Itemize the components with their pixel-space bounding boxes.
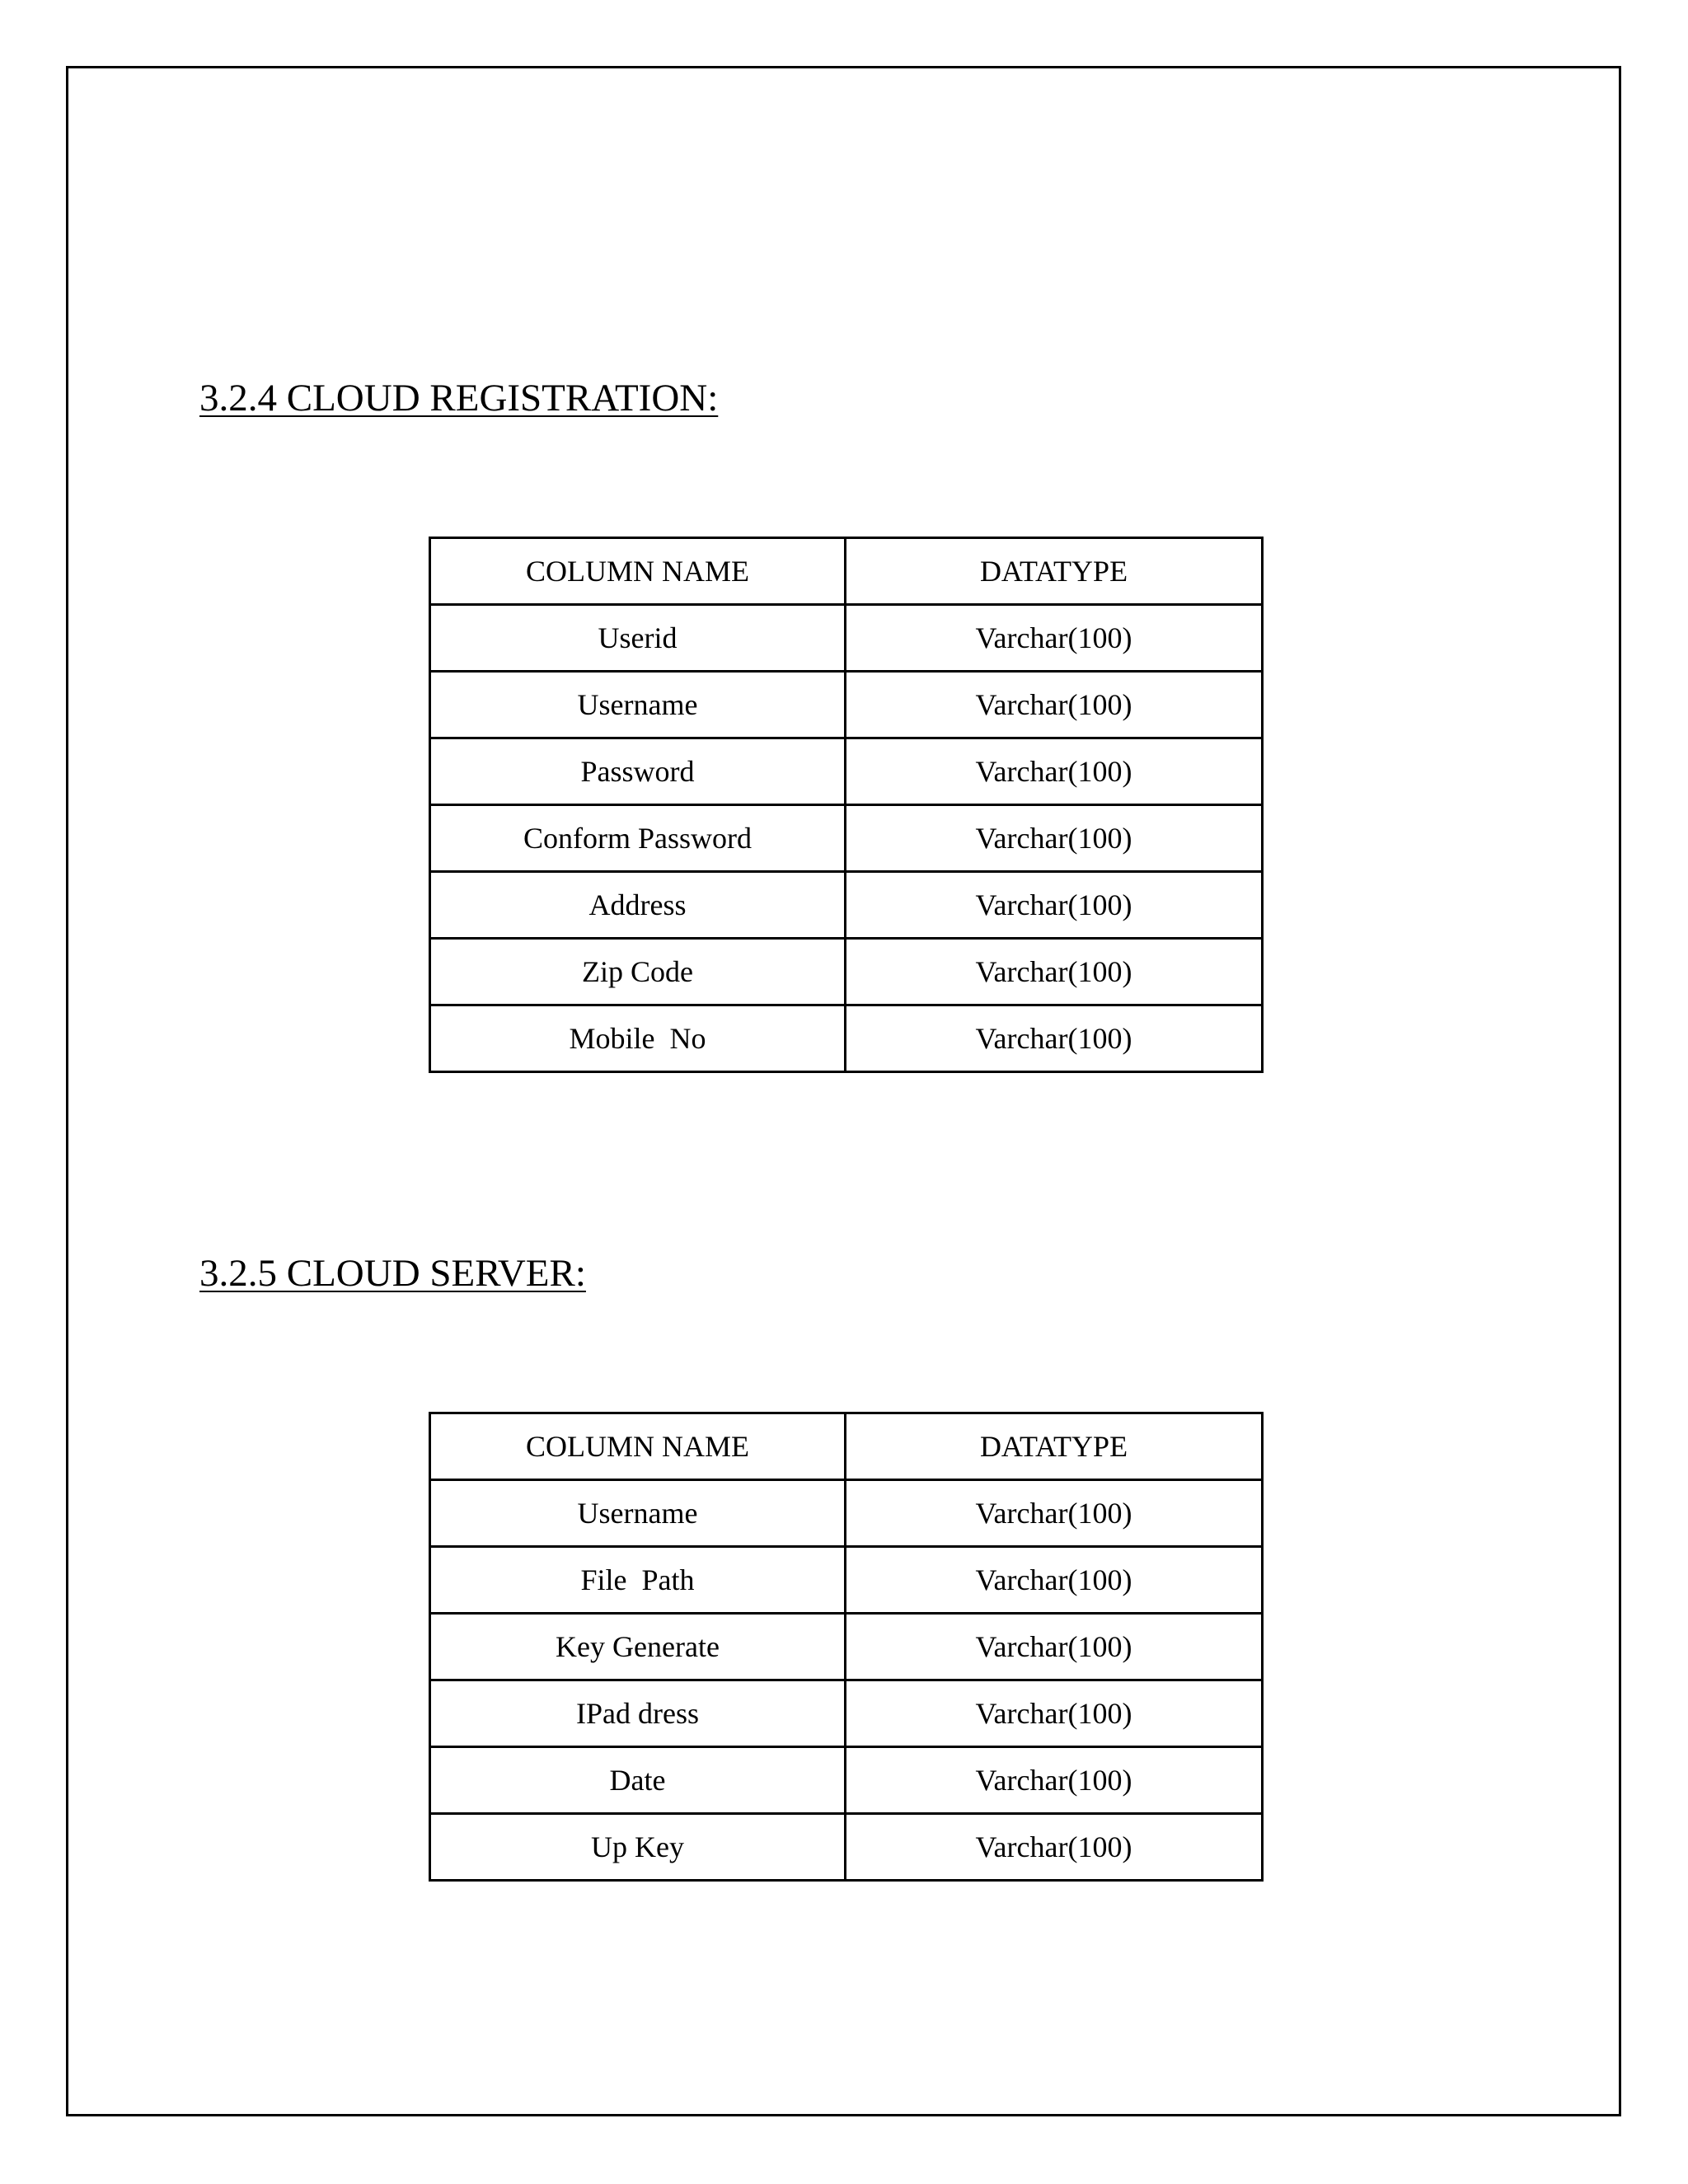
table-row [430, 1614, 1263, 1680]
column-name-header: COLUMN NAME [430, 1413, 846, 1480]
column-name-cell: Date [430, 1747, 846, 1814]
datatype-cell: Varchar(100) [846, 1480, 1263, 1547]
column-name-cell: Up Key [430, 1814, 846, 1881]
table-row [430, 1547, 1263, 1614]
table-header-row [430, 1413, 1263, 1480]
column-name-cell: Username [430, 1480, 846, 1547]
datatype-cell: Varchar(100) [846, 1747, 1263, 1814]
datatype-cell: Varchar(100) [846, 1680, 1263, 1747]
datatype-cell: Varchar(100) [846, 872, 1263, 939]
table-row [430, 939, 1263, 1005]
column-name-header: COLUMN NAME [430, 538, 846, 605]
section-heading-cloud-registration: 3.2.4 CLOUD REGISTRATION: [199, 377, 719, 419]
datatype-cell: Varchar(100) [846, 1005, 1263, 1072]
table-row [430, 672, 1263, 738]
column-name-cell: Conform Password [430, 805, 846, 872]
datatype-cell: Varchar(100) [846, 1547, 1263, 1614]
column-name-cell: Address [430, 872, 846, 939]
datatype-cell: Varchar(100) [846, 939, 1263, 1005]
table-row [430, 805, 1263, 872]
table-row [430, 605, 1263, 672]
column-name-cell: Password [430, 738, 846, 805]
datatype-cell: Varchar(100) [846, 1814, 1263, 1881]
table-row [430, 738, 1263, 805]
datatype-cell: Varchar(100) [846, 805, 1263, 872]
table-row [430, 1680, 1263, 1747]
table-row [430, 1480, 1263, 1547]
column-name-cell: File Path [430, 1547, 846, 1614]
column-name-cell: Mobile No [430, 1005, 846, 1072]
cloud-registration-table [429, 537, 1264, 1073]
section-heading-cloud-server: 3.2.5 CLOUD SERVER: [199, 1252, 586, 1295]
datatype-cell: Varchar(100) [846, 738, 1263, 805]
datatype-header: DATATYPE [846, 1413, 1263, 1480]
datatype-cell: Varchar(100) [846, 605, 1263, 672]
column-name-cell: Key Generate [430, 1614, 846, 1680]
column-name-cell: Username [430, 672, 846, 738]
table-row [430, 1005, 1263, 1072]
cloud-server-table [429, 1412, 1264, 1882]
datatype-header: DATATYPE [846, 538, 1263, 605]
column-name-cell: IPad dress [430, 1680, 846, 1747]
table-header-row [430, 538, 1263, 605]
column-name-cell: Zip Code [430, 939, 846, 1005]
table-row [430, 1814, 1263, 1881]
table-row [430, 1747, 1263, 1814]
table-row [430, 872, 1263, 939]
column-name-cell: Userid [430, 605, 846, 672]
datatype-cell: Varchar(100) [846, 672, 1263, 738]
datatype-cell: Varchar(100) [846, 1614, 1263, 1680]
